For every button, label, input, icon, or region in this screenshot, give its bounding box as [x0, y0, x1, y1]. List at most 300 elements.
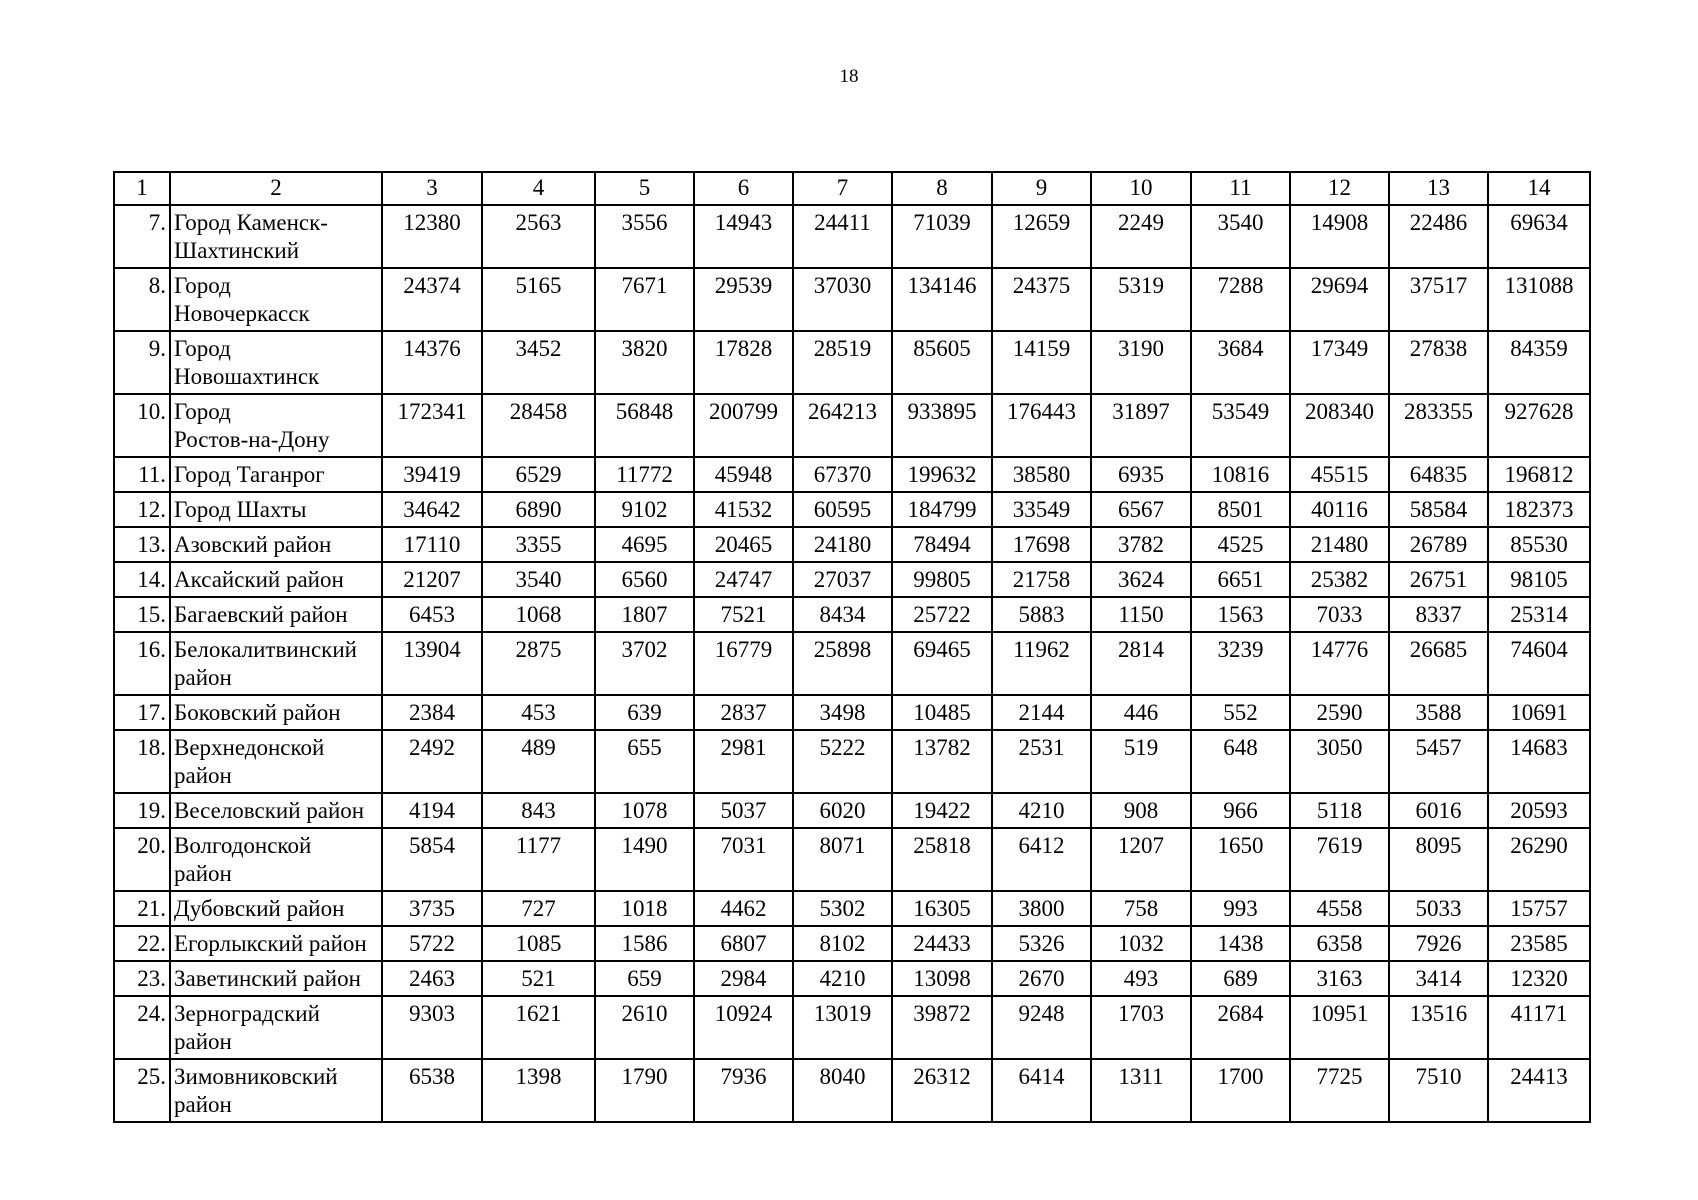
- cell-col-4: 1177: [482, 828, 595, 891]
- cell-col-14: 69634: [1488, 205, 1590, 268]
- cell-col-8: 69465: [892, 632, 992, 695]
- cell-col-8: 13782: [892, 730, 992, 793]
- territory-name-line: Белокалитвинский: [174, 637, 357, 662]
- row-number: 20.: [114, 828, 170, 891]
- cell-col-8: 24433: [892, 926, 992, 961]
- cell-col-6: 4462: [694, 891, 793, 926]
- column-header-10: 10: [1091, 172, 1191, 205]
- cell-col-7: 8434: [793, 597, 892, 632]
- cell-col-10: 3624: [1091, 562, 1191, 597]
- cell-col-10: 1311: [1091, 1059, 1191, 1122]
- cell-col-8: 10485: [892, 695, 992, 730]
- cell-col-14: 15757: [1488, 891, 1590, 926]
- cell-col-12: 10951: [1290, 996, 1389, 1059]
- territory-name: [170, 562, 382, 597]
- cell-col-3: 172341: [382, 394, 482, 457]
- cell-col-6: 41532: [694, 492, 793, 527]
- cell-col-12: 25382: [1290, 562, 1389, 597]
- table-row: [114, 394, 1590, 457]
- territory-name-line: Город Каменск-: [174, 210, 328, 235]
- cell-col-12: 3163: [1290, 961, 1389, 996]
- cell-col-14: 10691: [1488, 695, 1590, 730]
- cell-col-6: 16779: [694, 632, 793, 695]
- row-number: 15.: [114, 597, 170, 632]
- cell-col-9: 2531: [992, 730, 1091, 793]
- cell-col-8: 933895: [892, 394, 992, 457]
- cell-col-11: 3540: [1191, 205, 1290, 268]
- territory-name-line: Город Таганрог: [174, 462, 325, 487]
- cell-col-4: 6529: [482, 457, 595, 492]
- column-header-11: 11: [1191, 172, 1290, 205]
- cell-col-7: 3498: [793, 695, 892, 730]
- row-number: 9.: [114, 331, 170, 394]
- cell-col-12: 40116: [1290, 492, 1389, 527]
- table-row: [114, 793, 1590, 828]
- cell-col-11: 689: [1191, 961, 1290, 996]
- cell-col-6: 2837: [694, 695, 793, 730]
- cell-col-7: 5222: [793, 730, 892, 793]
- cell-col-8: 99805: [892, 562, 992, 597]
- territory-name-line: Веселовский район: [174, 798, 365, 823]
- territory-name-line: район: [174, 763, 232, 788]
- cell-col-14: 182373: [1488, 492, 1590, 527]
- territory-name-line: Азовский район: [174, 532, 332, 557]
- cell-col-3: 6453: [382, 597, 482, 632]
- territory-name-line: район: [174, 861, 232, 886]
- cell-col-7: 25898: [793, 632, 892, 695]
- cell-col-5: 1586: [595, 926, 694, 961]
- territory-name-line: Зерноградский: [174, 1001, 320, 1026]
- cell-col-9: 5326: [992, 926, 1091, 961]
- cell-col-7: 8040: [793, 1059, 892, 1122]
- cell-col-9: 176443: [992, 394, 1091, 457]
- cell-col-5: 639: [595, 695, 694, 730]
- territory-name-line: Город: [174, 273, 231, 298]
- cell-col-14: 20593: [1488, 793, 1590, 828]
- cell-col-9: 2144: [992, 695, 1091, 730]
- cell-col-10: 493: [1091, 961, 1191, 996]
- cell-col-14: 927628: [1488, 394, 1590, 457]
- territory-name: [170, 268, 382, 331]
- cell-col-13: 22486: [1389, 205, 1488, 268]
- cell-col-11: 1650: [1191, 828, 1290, 891]
- cell-col-11: 4525: [1191, 527, 1290, 562]
- cell-col-7: 8102: [793, 926, 892, 961]
- cell-col-5: 1490: [595, 828, 694, 891]
- cell-col-10: 1150: [1091, 597, 1191, 632]
- row-number: 14.: [114, 562, 170, 597]
- cell-col-9: 6414: [992, 1059, 1091, 1122]
- territory-name-line: Ростов-на-Дону: [174, 427, 330, 452]
- cell-col-11: 3239: [1191, 632, 1290, 695]
- cell-col-5: 2610: [595, 996, 694, 1059]
- row-number: 10.: [114, 394, 170, 457]
- cell-col-10: 5319: [1091, 268, 1191, 331]
- cell-col-13: 7510: [1389, 1059, 1488, 1122]
- row-number: 25.: [114, 1059, 170, 1122]
- cell-col-3: 6538: [382, 1059, 482, 1122]
- cell-col-7: 5302: [793, 891, 892, 926]
- cell-col-12: 21480: [1290, 527, 1389, 562]
- cell-col-6: 17828: [694, 331, 793, 394]
- row-number: 13.: [114, 527, 170, 562]
- table-row: [114, 457, 1590, 492]
- cell-col-4: 453: [482, 695, 595, 730]
- cell-col-6: 14943: [694, 205, 793, 268]
- row-number: 21.: [114, 891, 170, 926]
- cell-col-4: 1068: [482, 597, 595, 632]
- territory-name: [170, 331, 382, 394]
- row-number: 7.: [114, 205, 170, 268]
- cell-col-9: 14159: [992, 331, 1091, 394]
- cell-col-7: 27037: [793, 562, 892, 597]
- cell-col-3: 39419: [382, 457, 482, 492]
- cell-col-11: 53549: [1191, 394, 1290, 457]
- table-row: [114, 527, 1590, 562]
- cell-col-7: 6020: [793, 793, 892, 828]
- column-header-6: 6: [694, 172, 793, 205]
- cell-col-13: 26685: [1389, 632, 1488, 695]
- page-number: 18: [839, 66, 859, 87]
- cell-col-9: 11962: [992, 632, 1091, 695]
- column-header-1: 1: [114, 172, 170, 205]
- cell-col-6: 5037: [694, 793, 793, 828]
- cell-col-3: 13904: [382, 632, 482, 695]
- cell-col-9: 38580: [992, 457, 1091, 492]
- cell-col-12: 4558: [1290, 891, 1389, 926]
- cell-col-14: 196812: [1488, 457, 1590, 492]
- cell-col-5: 1018: [595, 891, 694, 926]
- cell-col-4: 28458: [482, 394, 595, 457]
- cell-col-5: 7671: [595, 268, 694, 331]
- table-row: [114, 828, 1590, 891]
- cell-col-10: 446: [1091, 695, 1191, 730]
- cell-col-4: 3355: [482, 527, 595, 562]
- cell-col-12: 29694: [1290, 268, 1389, 331]
- cell-col-10: 1207: [1091, 828, 1191, 891]
- territory-name-line: район: [174, 665, 232, 690]
- cell-col-11: 7288: [1191, 268, 1290, 331]
- cell-col-9: 21758: [992, 562, 1091, 597]
- cell-col-10: 1032: [1091, 926, 1191, 961]
- cell-col-12: 3050: [1290, 730, 1389, 793]
- cell-col-8: 13098: [892, 961, 992, 996]
- table-row: [114, 632, 1590, 695]
- cell-col-12: 7725: [1290, 1059, 1389, 1122]
- row-number: 22.: [114, 926, 170, 961]
- cell-col-3: 21207: [382, 562, 482, 597]
- cell-col-10: 1703: [1091, 996, 1191, 1059]
- cell-col-14: 25314: [1488, 597, 1590, 632]
- cell-col-11: 8501: [1191, 492, 1290, 527]
- cell-col-4: 1621: [482, 996, 595, 1059]
- territory-name-line: Город: [174, 336, 231, 361]
- cell-col-5: 1078: [595, 793, 694, 828]
- cell-col-5: 1807: [595, 597, 694, 632]
- cell-col-13: 27838: [1389, 331, 1488, 394]
- territory-name-line: Шахтинский: [174, 238, 300, 263]
- cell-col-12: 7033: [1290, 597, 1389, 632]
- cell-col-3: 4194: [382, 793, 482, 828]
- cell-col-13: 64835: [1389, 457, 1488, 492]
- cell-col-4: 6890: [482, 492, 595, 527]
- cell-col-7: 37030: [793, 268, 892, 331]
- cell-col-14: 98105: [1488, 562, 1590, 597]
- cell-col-6: 10924: [694, 996, 793, 1059]
- cell-col-13: 8337: [1389, 597, 1488, 632]
- cell-col-13: 5457: [1389, 730, 1488, 793]
- table-row: [114, 1059, 1590, 1122]
- table-row: [114, 268, 1590, 331]
- row-number: 12.: [114, 492, 170, 527]
- cell-col-5: 1790: [595, 1059, 694, 1122]
- cell-col-7: 24180: [793, 527, 892, 562]
- cell-col-11: 1700: [1191, 1059, 1290, 1122]
- cell-col-8: 39872: [892, 996, 992, 1059]
- territory-name: [170, 828, 382, 891]
- territory-name-line: Верхнедонской: [174, 735, 325, 760]
- row-number: 18.: [114, 730, 170, 793]
- cell-col-11: 552: [1191, 695, 1290, 730]
- row-number: 17.: [114, 695, 170, 730]
- cell-col-4: 2875: [482, 632, 595, 695]
- cell-col-6: 200799: [694, 394, 793, 457]
- territory-name: [170, 961, 382, 996]
- cell-col-13: 3588: [1389, 695, 1488, 730]
- table-row: [114, 891, 1590, 926]
- cell-col-5: 3556: [595, 205, 694, 268]
- territory-name: [170, 597, 382, 632]
- territory-name: [170, 1059, 382, 1122]
- cell-col-12: 14908: [1290, 205, 1389, 268]
- cell-col-9: 3800: [992, 891, 1091, 926]
- cell-col-10: 6567: [1091, 492, 1191, 527]
- column-header-2: 2: [170, 172, 382, 205]
- cell-col-10: 31897: [1091, 394, 1191, 457]
- row-number: 19.: [114, 793, 170, 828]
- cell-col-3: 24374: [382, 268, 482, 331]
- cell-col-14: 14683: [1488, 730, 1590, 793]
- cell-col-11: 6651: [1191, 562, 1290, 597]
- cell-col-3: 12380: [382, 205, 482, 268]
- cell-col-6: 29539: [694, 268, 793, 331]
- territory-name: [170, 492, 382, 527]
- territory-name-line: Дубовский район: [174, 896, 345, 921]
- territory-name: [170, 793, 382, 828]
- cell-col-10: 519: [1091, 730, 1191, 793]
- territory-name-line: Волгодонской: [174, 833, 312, 858]
- territory-name: [170, 730, 382, 793]
- row-number: 8.: [114, 268, 170, 331]
- cell-col-8: 184799: [892, 492, 992, 527]
- cell-col-6: 45948: [694, 457, 793, 492]
- cell-col-3: 5854: [382, 828, 482, 891]
- row-number: 16.: [114, 632, 170, 695]
- cell-col-11: 2684: [1191, 996, 1290, 1059]
- territory-name-line: Багаевский район: [174, 602, 348, 627]
- cell-col-9: 9248: [992, 996, 1091, 1059]
- column-header-3: 3: [382, 172, 482, 205]
- cell-col-5: 3820: [595, 331, 694, 394]
- territory-name-line: Город Шахты: [174, 497, 307, 522]
- territory-name-line: Город: [174, 399, 231, 424]
- cell-col-5: 56848: [595, 394, 694, 457]
- cell-col-4: 5165: [482, 268, 595, 331]
- cell-col-7: 264213: [793, 394, 892, 457]
- table-row: [114, 562, 1590, 597]
- cell-col-14: 12320: [1488, 961, 1590, 996]
- territory-name: [170, 996, 382, 1059]
- cell-col-13: 283355: [1389, 394, 1488, 457]
- cell-col-11: 3684: [1191, 331, 1290, 394]
- cell-col-5: 9102: [595, 492, 694, 527]
- territory-name-line: Егорлыкский район: [174, 931, 367, 956]
- territory-name-line: Новошахтинск: [174, 364, 320, 389]
- row-number: 11.: [114, 457, 170, 492]
- cell-col-11: 10816: [1191, 457, 1290, 492]
- cell-col-8: 19422: [892, 793, 992, 828]
- column-header-13: 13: [1389, 172, 1488, 205]
- cell-col-13: 3414: [1389, 961, 1488, 996]
- territory-name-line: Аксайский район: [174, 567, 344, 592]
- cell-col-3: 9303: [382, 996, 482, 1059]
- cell-col-10: 908: [1091, 793, 1191, 828]
- cell-col-13: 5033: [1389, 891, 1488, 926]
- column-header-7: 7: [793, 172, 892, 205]
- cell-col-12: 17349: [1290, 331, 1389, 394]
- cell-col-12: 2590: [1290, 695, 1389, 730]
- cell-col-6: 7031: [694, 828, 793, 891]
- cell-col-14: 85530: [1488, 527, 1590, 562]
- cell-col-12: 5118: [1290, 793, 1389, 828]
- header-row: [114, 172, 1590, 205]
- territory-name: [170, 527, 382, 562]
- cell-col-14: 41171: [1488, 996, 1590, 1059]
- table-row: [114, 926, 1590, 961]
- cell-col-14: 74604: [1488, 632, 1590, 695]
- cell-col-9: 4210: [992, 793, 1091, 828]
- column-header-12: 12: [1290, 172, 1389, 205]
- cell-col-5: 4695: [595, 527, 694, 562]
- cell-col-12: 45515: [1290, 457, 1389, 492]
- cell-col-13: 13516: [1389, 996, 1488, 1059]
- table-row: [114, 331, 1590, 394]
- table-row: [114, 597, 1590, 632]
- row-number: 23.: [114, 961, 170, 996]
- territory-name: [170, 394, 382, 457]
- territory-name-line: Боковский район: [174, 700, 341, 725]
- cell-col-8: 16305: [892, 891, 992, 926]
- cell-col-9: 12659: [992, 205, 1091, 268]
- territory-name: [170, 205, 382, 268]
- cell-col-11: 993: [1191, 891, 1290, 926]
- cell-col-14: 24413: [1488, 1059, 1590, 1122]
- cell-col-10: 3190: [1091, 331, 1191, 394]
- cell-col-14: 131088: [1488, 268, 1590, 331]
- cell-col-7: 13019: [793, 996, 892, 1059]
- table-row: [114, 996, 1590, 1059]
- cell-col-9: 5883: [992, 597, 1091, 632]
- cell-col-4: 521: [482, 961, 595, 996]
- cell-col-12: 6358: [1290, 926, 1389, 961]
- cell-col-3: 5722: [382, 926, 482, 961]
- cell-col-11: 1563: [1191, 597, 1290, 632]
- cell-col-11: 1438: [1191, 926, 1290, 961]
- territory-name-line: Новочеркасск: [174, 301, 310, 326]
- cell-col-7: 8071: [793, 828, 892, 891]
- cell-col-7: 4210: [793, 961, 892, 996]
- cell-col-4: 727: [482, 891, 595, 926]
- cell-col-4: 843: [482, 793, 595, 828]
- cell-col-6: 7936: [694, 1059, 793, 1122]
- cell-col-3: 2463: [382, 961, 482, 996]
- territory-name: [170, 695, 382, 730]
- territory-name: [170, 632, 382, 695]
- cell-col-9: 6412: [992, 828, 1091, 891]
- cell-col-5: 6560: [595, 562, 694, 597]
- cell-col-10: 758: [1091, 891, 1191, 926]
- cell-col-13: 7926: [1389, 926, 1488, 961]
- territory-name-line: Заветинский район: [174, 966, 361, 991]
- cell-col-4: 1398: [482, 1059, 595, 1122]
- cell-col-13: 37517: [1389, 268, 1488, 331]
- cell-col-9: 24375: [992, 268, 1091, 331]
- cell-col-6: 24747: [694, 562, 793, 597]
- cell-col-4: 1085: [482, 926, 595, 961]
- cell-col-7: 67370: [793, 457, 892, 492]
- cell-col-4: 2563: [482, 205, 595, 268]
- column-header-9: 9: [992, 172, 1091, 205]
- cell-col-7: 28519: [793, 331, 892, 394]
- cell-col-3: 2384: [382, 695, 482, 730]
- cell-col-6: 20465: [694, 527, 793, 562]
- cell-col-3: 34642: [382, 492, 482, 527]
- territory-name-line: район: [174, 1092, 232, 1117]
- cell-col-8: 134146: [892, 268, 992, 331]
- cell-col-8: 71039: [892, 205, 992, 268]
- cell-col-7: 24411: [793, 205, 892, 268]
- territory-name-line: район: [174, 1029, 232, 1054]
- cell-col-12: 208340: [1290, 394, 1389, 457]
- territory-name: [170, 891, 382, 926]
- cell-col-8: 25818: [892, 828, 992, 891]
- cell-col-11: 648: [1191, 730, 1290, 793]
- cell-col-10: 3782: [1091, 527, 1191, 562]
- cell-col-13: 6016: [1389, 793, 1488, 828]
- cell-col-13: 58584: [1389, 492, 1488, 527]
- cell-col-13: 26751: [1389, 562, 1488, 597]
- cell-col-14: 26290: [1488, 828, 1590, 891]
- column-header-14: 14: [1488, 172, 1590, 205]
- cell-col-9: 33549: [992, 492, 1091, 527]
- table-row: [114, 961, 1590, 996]
- cell-col-6: 2984: [694, 961, 793, 996]
- cell-col-5: 3702: [595, 632, 694, 695]
- column-header-5: 5: [595, 172, 694, 205]
- cell-col-12: 14776: [1290, 632, 1389, 695]
- cell-col-4: 489: [482, 730, 595, 793]
- cell-col-9: 2670: [992, 961, 1091, 996]
- table-row: [114, 492, 1590, 527]
- cell-col-10: 2249: [1091, 205, 1191, 268]
- cell-col-3: 2492: [382, 730, 482, 793]
- territory-name: [170, 926, 382, 961]
- cell-col-14: 23585: [1488, 926, 1590, 961]
- cell-col-3: 3735: [382, 891, 482, 926]
- cell-col-13: 8095: [1389, 828, 1488, 891]
- table-row: [114, 695, 1590, 730]
- cell-col-12: 7619: [1290, 828, 1389, 891]
